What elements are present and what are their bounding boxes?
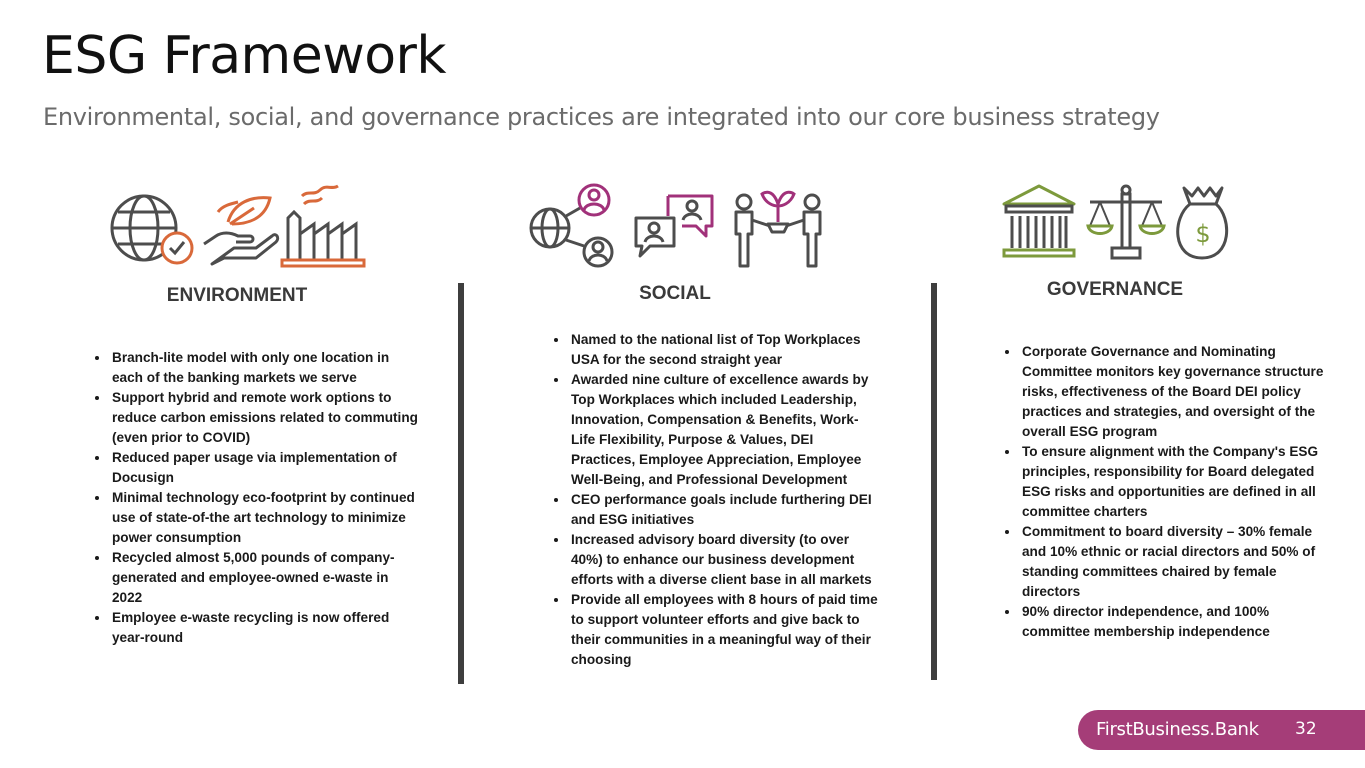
- list-item: • Commitment to board diversity – 30% female and 10% ethnic or racial directors and 50% of standing committees chaired by female directors: [1020, 522, 1332, 602]
- list-item: • Recycled almost 5,000 pounds of company-generated and employee-owned e-waste in 2022: [110, 548, 420, 608]
- list-item: • Provide all employees with 8 hours of paid time to support volunteer efforts and give back to their communities in a meaningful way of their choosing: [569, 590, 879, 670]
- bank-building-icon: [1000, 182, 1078, 272]
- list-item: • Awarded nine culture of excellence awards by Top Workplaces which included Leadership, Innovation, Compensation & Benefits, Work-Life Flexibility, Purpose & Values, DEI Practices, Employee Appreciation, Employee Well-Being, and Professional Development: [569, 370, 879, 490]
- money-bag-icon: [1172, 182, 1234, 272]
- governance-icons: [1000, 182, 1240, 272]
- social-bullet-list: [547, 330, 879, 670]
- brand-logo-text: FirstBusiness.Bank: [1096, 719, 1259, 740]
- list-item: • Support hybrid and remote work options to reduce carbon emissions related to commuting (even prior to COVID): [110, 388, 420, 448]
- list-item: • Named to the national list of Top Workplaces USA for the second straight year: [569, 330, 879, 370]
- chat-people-icon: [632, 182, 718, 272]
- footer-brand-bar: [1078, 710, 1365, 750]
- list-item: • Employee e-waste recycling is now offered year-round: [110, 608, 420, 648]
- social-icons: [528, 182, 828, 272]
- list-item: • Corporate Governance and Nominating Committee monitors key governance structure risks, effectiveness of the Board DEI policy practices and strategies, and oversight of the overall ESG program: [1020, 342, 1332, 442]
- column-divider-left: [458, 283, 464, 684]
- factory-icon: [280, 182, 370, 272]
- governance-heading: GOVERNANCE: [1046, 279, 1184, 300]
- svg-text:$: $: [1195, 220, 1211, 248]
- list-item: • Branch-lite model with only one location in each of the banking markets we serve: [110, 348, 420, 388]
- list-item: • 90% director independence, and 100% committee membership independence: [1020, 602, 1332, 642]
- list-item: • Reduced paper usage via implementation of Docusign: [110, 448, 420, 488]
- environment-icons: [108, 182, 368, 272]
- page-number: 32: [1295, 719, 1317, 739]
- environment-heading: ENVIRONMENT: [166, 285, 308, 306]
- hand-leaf-icon: [200, 182, 280, 272]
- list-item: • Minimal technology eco-footprint by continued use of state-of-the art technology to minimize power consumption: [110, 488, 420, 548]
- scales-icon: [1086, 182, 1166, 272]
- people-plant-icon: [732, 182, 828, 272]
- list-item: • Increased advisory board diversity (to over 40%) to enhance our business development efforts with a diverse client base in all markets: [569, 530, 879, 590]
- list-item: • To ensure alignment with the Company's ESG principles, responsibility for Board delegated ESG risks and opportunities are defined in all committee charters: [1020, 442, 1332, 522]
- page-title: ESG Framework: [42, 26, 447, 86]
- governance-bullet-list: [998, 342, 1332, 642]
- list-item: • CEO performance goals include furthering DEI and ESG initiatives: [569, 490, 879, 530]
- globe-network-icon: [528, 182, 618, 272]
- environment-bullet-list: [88, 348, 420, 648]
- page-subtitle: Environmental, social, and governance practices are integrated into our core business strategy: [43, 103, 1160, 131]
- column-divider-right: [931, 283, 937, 680]
- globe-check-icon: [108, 182, 198, 272]
- social-heading: SOCIAL: [639, 283, 711, 304]
